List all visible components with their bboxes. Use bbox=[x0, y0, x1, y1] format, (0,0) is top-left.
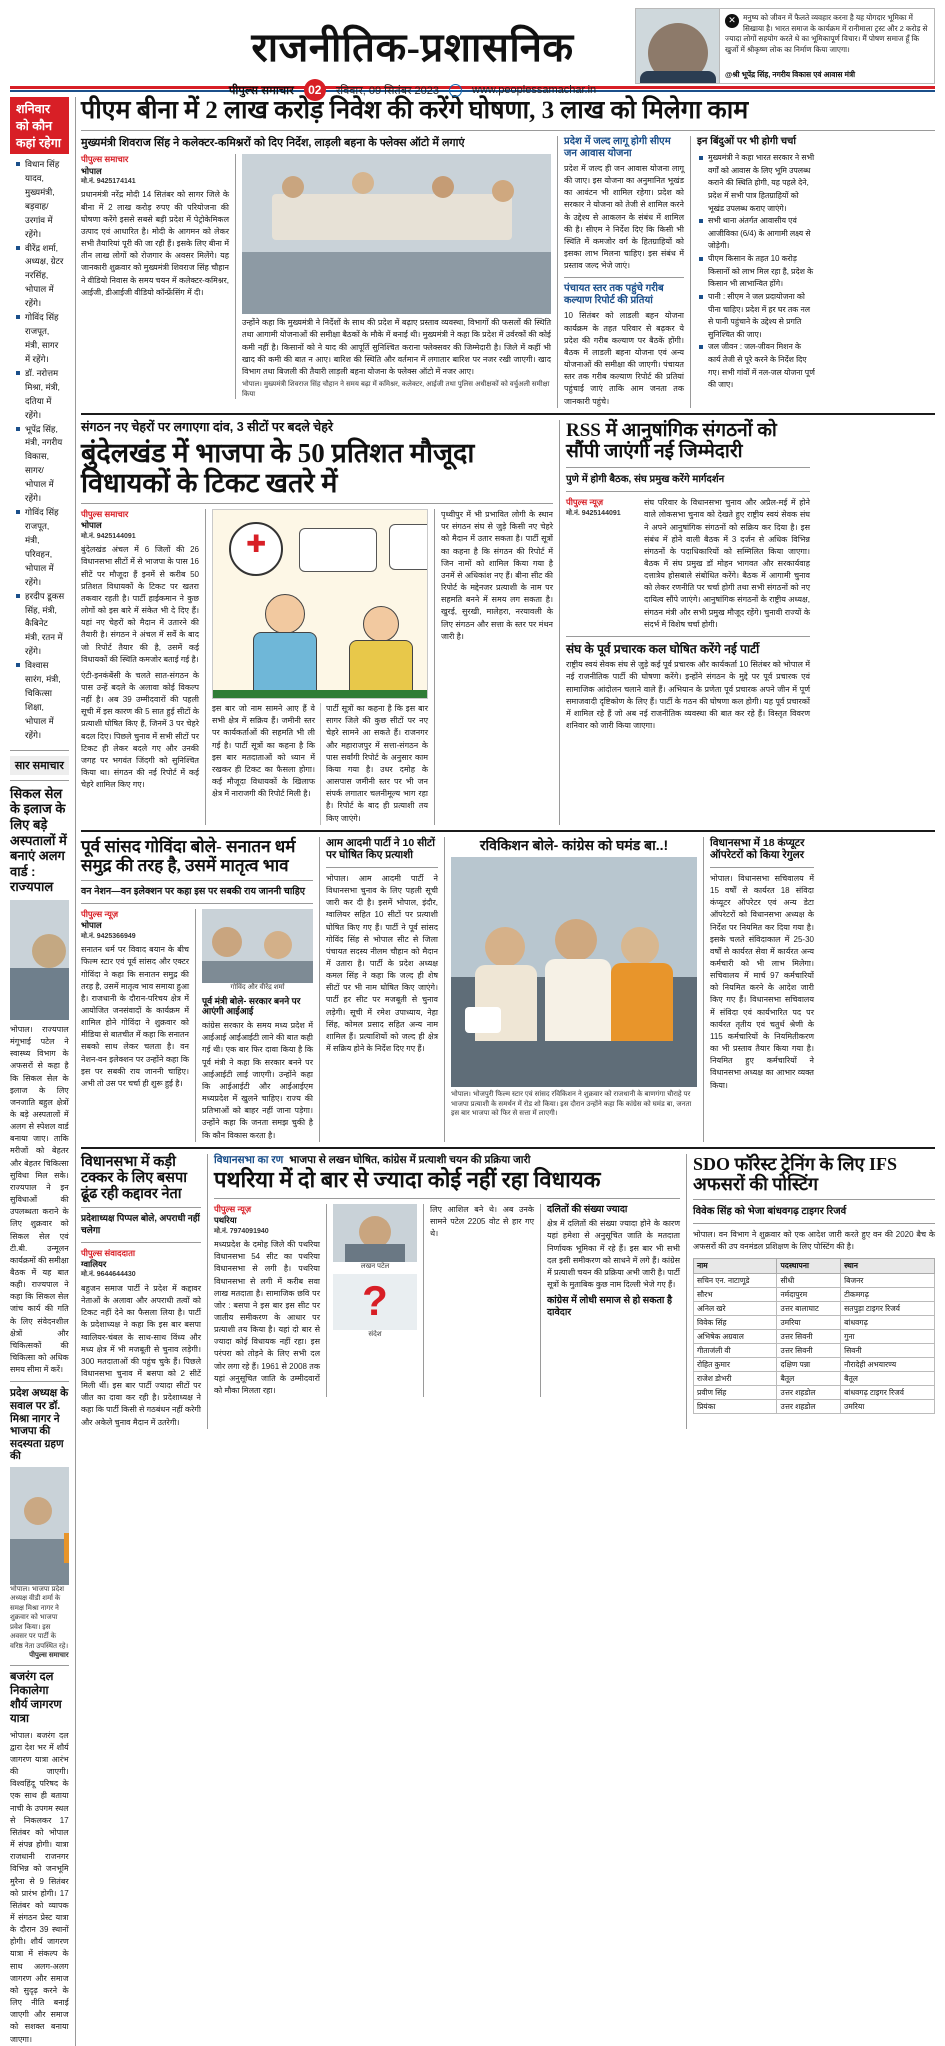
govinda-col-2 bbox=[202, 909, 313, 1142]
table-header-cell: नाम bbox=[694, 1259, 777, 1274]
table-row bbox=[694, 1316, 935, 1330]
story-body-bajrang-dal: भोपाल। बजरंग दल द्वारा देश भर में शौर्य जागरण यात्रा आरंभ की जाएगी। विश्वहिंदू परिषद के एक साथ ही बताया नाची के उपगम स्थल से निकलकर 17 सितंबर को भोपाल में संपन्न होगी। यात्रा राजधानी राजनगर विभिन्न को जनभूमि मुरैना से 9 सितंबर को प्रारंभ होगी। 17 सितंबर को व्यापक में संगठन प्रेस्ट यात्रा के दौरान 39 स्थानों होगी। शौर्य जागरण यात्रा में संकल्प के साथ अलग-अलग जागरण और समाज को सुदृढ़ करने के लिए नीति बनाई जाएगी और समाज को सशक्त बनाया जाएगा। bbox=[10, 1730, 69, 2046]
divider bbox=[214, 1198, 680, 1199]
cell-name: प्रियंका bbox=[694, 1400, 777, 1414]
byline bbox=[81, 154, 229, 177]
divider bbox=[81, 130, 935, 131]
ravikishan-headline: रविकिशन बोले- कांग्रेस को घमंड बा..! bbox=[451, 837, 697, 854]
editorial-cartoon: ✚ bbox=[212, 509, 428, 699]
mid-col-1 bbox=[81, 509, 199, 825]
cell-place: बांधवगढ़ bbox=[841, 1316, 935, 1330]
byline bbox=[81, 509, 199, 532]
list-item: पीएम किसान के तहत 10 करोड़ किसानों को लाभ मिल रहा है, प्रदेश के किसान भी लाभान्वित होंगे। bbox=[699, 253, 815, 291]
cell-place: उमरिया bbox=[841, 1400, 935, 1414]
mid-body-row bbox=[81, 509, 553, 825]
lead-subhead: मुख्यमंत्री शिवराज सिंह ने कलेक्टर-कमिश्नरों को दिए निर्देश, लाड़ली बहना के फ्लेक्स ऑटो में लगाएं bbox=[81, 136, 551, 150]
pathariya-col-3 bbox=[430, 1204, 534, 1397]
bsp-subhead: प्रदेशाध्यक्ष पिप्पल बोले, अपराधी नहीं चलेगा bbox=[81, 1213, 201, 1236]
photo-caption-bjp-membership: भोपाल। भाजपा प्रदेश अध्यक्ष वीडी शर्मा के समक्ष मिश्रा नागर ने शुक्रवार को भाजपा प्रवेश किया। इस अवसर पर पार्टी के वरिष्ठ नेता उपस्थित रहे। bbox=[10, 1585, 69, 1651]
story-body-jan-awas: प्रदेश में जल्द ही जन आवास योजना लागू की जाए। इस योजना का अनुमानित भूखंड का आवंटन भी शामिल रहेगा। प्रदेश को सरकार ने योजना को तेजी से शामिल करने के उद्देश्य से आकलन के संबंध में शामिल की है। सीएम ने निर्देश दिए कि किसी भी स्थिति में कमजोर वर्ग के हितग्राहियों को इसका लाभ मिलना चाहिए। इस संबंध में प्रस्ताव जल्द भेजे जाएं। bbox=[564, 163, 684, 272]
story-headline-bajrang-dal: बजरंग दल निकालेगा शौर्य जागरण यात्रा bbox=[10, 1671, 69, 1726]
list-item: जल जीवन : जल-जीवन मिशन के कार्य तेजी से पूरे करने के निर्देश दिए गए। सभी गांवों में नल-जल योजना पूर्ण की जाए। bbox=[699, 341, 815, 392]
byline-phone: मो.नं. 9425144091 bbox=[81, 532, 199, 541]
table-row bbox=[694, 1330, 935, 1344]
cell-name: रोहित कुमार bbox=[694, 1358, 777, 1372]
byline-city: भोपाल bbox=[81, 920, 102, 930]
lead-body-1: प्रधानमंत्री नरेंद्र मोदी 14 सितंबर को सागर जिले के बीना में 2 लाख करोड़ रुपए की परियोजना की घोषणा करेंगे इससे सबसे बड़ी प्रदेश में पेट्रोकेमिकल उत्पाद एवं आधारित है। मोदी के आगमन को लेकर सभी तैयारियां पूरी की जा रही हैं। इसके लिए बीना में तीन लाख लोगों को रोजगार के अवसर मिलेंगे। यह जानकारी शुक्रवार को मुख्यमंत्री शिवराज सिंह चौहान ने वीडियो निवास के समय चयन में कलेक्टर-कमिश्नर, आईजी, डीआईजी वीडियो कॉन्फ्रेंसिंग में दी। bbox=[81, 189, 229, 298]
byline-city: भोपाल bbox=[81, 520, 102, 530]
table-row bbox=[694, 1400, 935, 1414]
operators-headline: विधानसभा में 18 कंप्यूटर ऑपरेटरों को किया रेगुलर bbox=[710, 837, 814, 862]
byline-brand: पीपुल्स न्यूज़ bbox=[566, 497, 603, 507]
divider bbox=[81, 503, 553, 504]
cell-place: नौरादेही अभयारण्य bbox=[841, 1358, 935, 1372]
byline-brand: पीपुल्स न्यूज़ bbox=[214, 1204, 251, 1214]
table-row bbox=[694, 1344, 935, 1358]
lead-headline: पीएम बीना में 2 लाख करोड़ निवेश की करेंगे घोषणा, 3 लाख को मिलेगा काम bbox=[81, 97, 935, 125]
story-photo-governor bbox=[10, 900, 69, 1020]
lead-body-2: उन्होंने कहा कि मुख्यमंत्री ने निर्देशों के साथ की प्रदेश में बढ़ाए प्रस्ताव व्यवस्था, विभागों की फसलों की स्थिति तथा आगामी योजनाओं की समीक्षा बैठकों के मौके में बनाई थी। मुख्यमंत्री ने कहा कि प्रदेश में उर्वरकों की कोई कमी नहीं है। किसानों को ने याद की आपूर्ति सुनिश्चित कराना फ्लेक्सवर की जिम्मेदारी है। जिले में कहीं भी खाद की कमी की बात न आए। बारिश की स्थिति और वर्तमान में लगातार बारिश पर नजर रखी जाएगी। खाद विभाग तथा बिजली की तैयारी लाड़ली बहना योजना के फ्लेक्स ऑटो में नजर आए। bbox=[242, 317, 551, 378]
sdo-subhead: विवेक सिंह को भेजा बांधवगढ़ टाइगर रिजर्व bbox=[693, 1205, 935, 1218]
list-item: गोविंद सिंह राजपूत, मंत्री, परिवहन, भोपाल में रहेंगे। bbox=[16, 506, 65, 590]
aap-headline: आम आदमी पार्टी ने 10 सीटों पर घोषित किए प्रत्याशी bbox=[326, 837, 438, 862]
table-row bbox=[694, 1386, 935, 1400]
list-item: वीरेंद्र शर्मा, अध्यक्ष, ग्रेटर नरसिंह, भोपाल में रहेंगे। bbox=[16, 242, 65, 312]
posting-table bbox=[693, 1258, 935, 1414]
cell-posting: उमरिया bbox=[777, 1316, 841, 1330]
section-divider bbox=[81, 413, 935, 415]
story-headline-panchayat-report: पंचायत स्तर तक पहुंचे गरीब कल्याण रिपोर्ट की प्रतियां bbox=[564, 283, 684, 307]
cell-name: प्रवीण सिंह bbox=[694, 1386, 777, 1400]
byline-brand: पीपुल्स संवाददाता bbox=[81, 1248, 135, 1258]
pathariya-mid-text: लिए आशिल बने थे। अब उनके सामने पटेल 2205 वोट से हार गए थे। bbox=[430, 1204, 534, 1240]
divider bbox=[10, 780, 69, 781]
rss-subhead: पुणे में होगी बैठक, संघ प्रमुख करेंगे मार्गदर्शन bbox=[566, 473, 810, 486]
pathariya-body: मध्यप्रदेश के दमोह जिले की पथरिया विधानसभा 54 सीट का पथरिया विधानसभा से लगी है। पथरिया विधानसभा से लगी में करीब सवा लाख मतदाता है। सामाजिक छवि पर जोर : बसपा ने इस बार इस सीट पर जातीय समीकरण के आधार पर प्रत्याशी तय किया है। यहां दो बार से ज्यादा कोई विधायक नहीं रहा। इस परंपरा को तोड़ने के लिए सभी दल जोर लगा रहे हैं। 1961 से 2008 तक यहां अनुसूचित जाति के उम्मीदवारों को मौका मिलता रहा। bbox=[214, 1239, 320, 1397]
table-row bbox=[694, 1288, 935, 1302]
cell-name: गीताजंली वी bbox=[694, 1344, 777, 1358]
cell-name: विवेक सिंह bbox=[694, 1316, 777, 1330]
assembly-operators-story bbox=[710, 837, 814, 1142]
cell-place: बैतूल bbox=[841, 1372, 935, 1386]
quote-text bbox=[720, 9, 934, 70]
story-headline-sickle-cell: सिकल सेल के इलाज के लिए बड़े अस्पतालों में बनाएं अलग वार्ड : राज्यपाल bbox=[10, 786, 69, 895]
sdo-headline: SDO फॉरेस्ट ट्रेनिंग के लिए IFS अफसरों की पोस्टिंग bbox=[693, 1154, 935, 1194]
lead-col-2 bbox=[242, 154, 551, 399]
pathariya-col-1 bbox=[214, 1204, 320, 1397]
divider bbox=[10, 1665, 69, 1666]
table-header-cell: स्थान bbox=[841, 1259, 935, 1274]
mid-body-5: पृथ्वीपुर में भी प्रभावित लोगी के स्थान पर संगठन संघ से जुड़े किसी नए चेहरे को मैदान में उतार सकता है। पार्टी सूत्रों का कहना है कि संगठन की रिपोर्ट में जिन नामों को शामिल किया गया है उनमें से अधिकांश नए हैं। बीना सीट की रिपोर्ट के मद्देनजर प्रत्याशी के नाम पर सहमति बनने में समय लग सकता है। खुरई, सुरखी, मालेहरा, नरयावली के लिए संगठन और सत्ता के स्तर पर मंथन जारी है। bbox=[441, 509, 553, 825]
divider bbox=[81, 880, 313, 881]
top-right-column bbox=[697, 136, 819, 408]
masthead bbox=[10, 8, 935, 84]
lead-photo-caption: भोपाल। मुख्यमंत्री शिवराज सिंह चौहान ने समय बढ़ा में कमिश्नर, कलेक्टर, आईजी तथा पुलिस अधीक्षकों को वर्चुअली समीक्षा किया bbox=[242, 380, 551, 399]
story-body-panchayat-report: 10 सितंबर को लाडली बहन योजना कार्यक्रम के तहत परिवार से बढ़कर ये प्रदेश की गरीब कल्याण पर बैठकें होंगी। बैठक में लाडली बहना योजना एवं अन्य योजनाओं की समीक्षा की जाएगी। पंचायत स्तर तक गरीब कल्याण रिपोर्ट की प्रतियां पहुंचाई जाएं ताकि आम जनता तक जानकारी पहुंचे। bbox=[564, 310, 684, 407]
table-row bbox=[694, 1302, 935, 1316]
byline-phone: मो.नं. 9425366949 bbox=[81, 932, 189, 941]
ravikishan-photo bbox=[451, 857, 697, 1087]
rss2-headline: संघ के पूर्व प्रचारक कल घोषित करेंगे नई पार्टी bbox=[566, 642, 810, 656]
cell-posting: उत्तर सिवनी bbox=[777, 1344, 841, 1358]
quote-credit: @श्री भूपेंद्र सिंह, नगरीय विकास एवं आवास मंत्री bbox=[720, 70, 934, 83]
summary-header: सार समाचार bbox=[10, 756, 69, 775]
cell-place: सिवनी bbox=[841, 1344, 935, 1358]
cell-place: बिजनर bbox=[841, 1274, 935, 1288]
govinda-subhead: वन नेशन—वन इलेक्शन पर कहा इस पर सबकी राय जाननी चाहिए bbox=[81, 886, 313, 898]
list-item: गोविंद सिंह राजपूत, मंत्री, सागर में रहेंगे। bbox=[16, 311, 65, 367]
cell-posting: उत्तर बालाघाट bbox=[777, 1302, 841, 1316]
byline-city: ग्वालियर bbox=[81, 1259, 106, 1269]
cell-posting: उत्तर शहडोल bbox=[777, 1400, 841, 1414]
divider bbox=[81, 903, 313, 904]
divider bbox=[81, 1207, 201, 1208]
cell-place: टीकमगढ़ bbox=[841, 1288, 935, 1302]
govinda-photo-caption: गोविंद और वीरेंद्र शर्मा bbox=[202, 983, 313, 992]
ravikishan-caption: भोपाल। भोजपुरी फिल्म स्टार एवं सांसद रविकिशन ने शुक्रवार को राजधानी के बाणगंगा चौराहे पर भाजपा प्रत्याशी के समर्थन में रोड शो किया। इस दौरान उन्होंने कहा कि कांग्रेस को घमंड बा, जनता इस बार भाजपा को फिर से सत्ता में लाएगी। bbox=[451, 1090, 697, 1118]
byline-city: पथरिया bbox=[214, 1215, 237, 1225]
lower-block bbox=[81, 837, 935, 1142]
byline-brand: पीपुल्स न्यूज़ bbox=[81, 909, 118, 919]
masthead-left-spacer bbox=[10, 8, 190, 84]
govinda-photo bbox=[202, 909, 313, 983]
mid-body-3: इस बार जो नाम सामने आए हैं वे सभी क्षेत्र में सक्रिय हैं। जमीनी स्तर पर कार्यकर्ताओं की सहमति भी ली गई है। पार्टी सूत्रों का कहना है कि इस बार मतदाताओं को ध्यान में रखकर ही टिकट का फैसला होगा। कई मौजूदा विधायकों के खिलाफ क्षेत्र में नाराजगी की रिपोर्ट मिली है। bbox=[212, 703, 320, 825]
divider bbox=[693, 1223, 935, 1224]
page-body bbox=[10, 97, 935, 2046]
placeholder-photo-caption: संदेश bbox=[333, 1330, 417, 1339]
divider bbox=[566, 491, 810, 492]
masthead-center bbox=[190, 8, 635, 84]
bsp-story bbox=[81, 1154, 201, 1429]
divider bbox=[10, 750, 69, 751]
table-row bbox=[694, 1358, 935, 1372]
govinda-side-body: कांग्रेस सरकार के समय मध्य प्रदेश में आईआई आईआईटी लाने की बात कही गई थी। एक बार फिर दावा किया है कि पूर्व मंत्री ने कहा कि सरकार बनने पर आईआईटी लाई जाएगी। उन्होंने कहा कि आईआईटी और आईआईएम मध्यप्रदेश में खुलने चाहिए। राज्य की प्रतिभाओं को बाहर नहीं जाना पड़ेगा। उन्होंने कहा कि जनता समझ चुकी है कि कौन विकास करता है। bbox=[202, 1020, 313, 1142]
list-item: पानी : सीएम ने जल प्रदायोजना को पीना चाहिए। प्रदेश में हर घर तक नल से पानी पहुंचाने के उद्देश्य से प्रगति सुनिश्चित की जाए। bbox=[699, 291, 815, 342]
divider bbox=[10, 1381, 69, 1382]
byline-brand: पीपुल्स समाचार bbox=[81, 509, 128, 519]
bundelkhand-story bbox=[81, 420, 553, 825]
divider bbox=[564, 277, 684, 278]
mid-body-4: पार्टी सूत्रों का कहना है कि इस बार सागर जिले की कुछ सीटों पर नए चेहरे सामने आ सकते हैं। राजनगर और महाराजपुर में सत्ता-संगठन के पास सर्वांगी रिपोर्ट के अनुसार काम किया गया है। उधर दमोह के आसपास जमीनी स्तर पर भी जन संपर्क लगातार चलनीमूल्य भाग रहा है। रिपोर्ट के बाद ही प्रत्याशी तय किए जाएंगे। bbox=[320, 703, 428, 825]
left-column bbox=[10, 97, 69, 2046]
bottom-block bbox=[81, 1154, 935, 1429]
pathariya-col-text: क्षेत्र में दलितों की संख्या ज्यादा होने के कारण यहां हमेशा से अनुसूचित जाति के मतदाता निर्णायक भूमिका में रहे हैं। इस बार भी सभी दल इसी समीकरण को साधने में लगे हैं। कांग्रेस में प्रत्याशी चयन की प्रक्रिया अभी जारी है। पार्टी सूत्रों के मुताबिक कुछ नाम दिल्ली भेजे गए हैं। bbox=[547, 1218, 680, 1291]
table-row bbox=[694, 1274, 935, 1288]
cell-posting: नर्मदापुरम bbox=[777, 1288, 841, 1302]
pathariya-kicker2: भाजपा से लखन घोषित, कांग्रेस में प्रत्याशी चयन की प्रक्रिया जारी bbox=[289, 1154, 530, 1167]
cell-name: सौरभ bbox=[694, 1288, 777, 1302]
byline-phone: मो.नं. 7974091940 bbox=[214, 1227, 320, 1236]
points-list bbox=[697, 148, 819, 394]
photo-credit: पीपुल्स समाचार bbox=[10, 1651, 69, 1660]
rss-headline: RSS में आनुषांगिक संगठनों को सौंपी जाएंगी नई जिम्मेदारी bbox=[566, 420, 810, 463]
main-column bbox=[81, 97, 935, 2046]
page-number-badge: 02 bbox=[304, 79, 326, 101]
divider bbox=[566, 467, 810, 468]
divider bbox=[710, 867, 814, 868]
pathariya-col-4 bbox=[547, 1204, 680, 1397]
globe-icon bbox=[449, 84, 462, 97]
pathariya-col-head: दलितों की संख्या ज्यादा bbox=[547, 1204, 680, 1215]
bsp-headline: विधानसभा में कड़ी टक्कर के लिए बसपा ढूंढ रही कद्दावर नेता bbox=[81, 1154, 201, 1203]
story-headline-bjp-membership: प्रदेश अध्यक्ष के सवाल पर डॉ. मिश्रा नागर ने भाजपा की सदस्यता ग्रहण की bbox=[10, 1387, 69, 1463]
divider bbox=[326, 867, 438, 868]
byline-phone: मो.नं. 9425144091 bbox=[566, 509, 644, 518]
govinda-story bbox=[81, 837, 313, 1142]
placeholder-question-photo: ? bbox=[333, 1274, 417, 1330]
rss-column bbox=[566, 420, 810, 825]
list-item: मुख्यमंत्री ने कहा भारत सरकार ने सभी वर्गों को आवास के लिए भूमि उपलब्ध कराने की स्थिति होगी, यह पहले देने, प्रदेश में सभी पात्र हितग्राहियों को भूखंड उपलब्ध कराए जाएंगे। bbox=[699, 152, 815, 215]
govinda-body: सनातन धर्म पर विवाद बयान के बीच फिल्म स्टार एवं पूर्व सांसद और एक्टर गोविंदा ने कहा कि सनातन समुद्र की तरह है, उसमें मातृत्व भाव समाया हुआ है। राजधानी के दौरान-परिचय क्षेत्र में आयोजित जनसंवादों के कार्यक्रम में शामिल होने गोविंदा ने शुक्रवार को मीडिया से बातचीत में कहा कि सनातन सबको साथ लेकर चलता है। वन नेशन-वन इलेक्शन पर उन्होंने कहा कि इस पर सबकी राय जाननी चाहिए। अभी तो उस पर चर्चा ही शुरू हुई है। bbox=[81, 944, 189, 1090]
mid-col-2 bbox=[212, 509, 428, 825]
cell-posting: उत्तर शहडोल bbox=[777, 1386, 841, 1400]
cell-place: गुना bbox=[841, 1330, 935, 1344]
byline-phone: मो.नं. 9425174141 bbox=[81, 177, 229, 186]
points-headline: इन बिंदुओं पर भी होगी चर्चा bbox=[697, 136, 819, 148]
list-item: डॉ. नरोत्तम मिश्रा, मंत्री, दतिया में रहेंगे। bbox=[16, 367, 65, 423]
list-item: विश्वास सारंग, मंत्री, चिकित्सा शिक्षा, भोपाल में रहेंगे। bbox=[16, 659, 65, 743]
pathariya-photo-col bbox=[333, 1204, 417, 1397]
x-logo-icon: ✕ bbox=[725, 14, 739, 28]
candidate-photo-caption: लखन पटेल bbox=[333, 1262, 417, 1271]
mid-body-2: एंटी-इनकंबेंसी के चलते सात-संगठन के पास उन्हें बदले के अलावा कोई विकल्प नहीं है। अब 39 उम्मीदवारों की पहली सूची में इस कारण की 5 सात हुई सीटों के प्रत्याशी घोषित किए हैं, जिनमें 3 पर चेहरे बदल दिए। पिछले चुनाव में सभी सीटों पर टिकट ही लेकर बदले गए और उनकी जगह पर भगवंत जिंदगी को सुनिश्चित किया था। संगठन की नई रिपोर्ट में कई चेहरे शामिल किए गए। bbox=[81, 670, 199, 792]
quote-box bbox=[635, 8, 935, 84]
sdo-body: भोपाल। वन विभाग ने शुक्रवार को एक आदेश जारी करते हुए वन की 2020 बैच के अफसरों की उप वनमंडल प्रशिक्षण के लिए पोस्टिंग की है। bbox=[693, 1229, 935, 1253]
cell-name: अभिषेक अग्रवाल bbox=[694, 1330, 777, 1344]
aap-body: भोपाल। आम आदमी पार्टी ने विधानसभा चुनाव के लिए पहली सूची जारी कर दी है। इसमें भोपाल, इंदौर, ग्वालियर सहित 10 सीटों पर प्रत्याशी घोषित किए गए हैं। पार्टी ने पूर्व सांसद गोविंद सिंह से भोपाल सीट से जिला पंचायत सदस्य नीलम चौहान को मैदान में उतारा है। पार्टी के प्रदेश अध्यक्ष कमल सिंह ने कहा कि जल्द ही शेष सीटों पर भी नाम घोषित किए जाएंगे। पार्टी हर सीट पर मजबूती से चुनाव लड़ेगी। सूची में रमेश उपाध्याय, नेहा सिंह, कोमल प्रसाद सहित अन्य नाम शामिल हैं। प्रत्याशियों को जल्द ही क्षेत्र में सक्रिय होने के निर्देश दिए गए हैं। bbox=[326, 873, 438, 1055]
list-item: हरदीप डूकस सिंह, मंत्री, कैबिनेट मंत्री, रतन में रहेंगे। bbox=[16, 590, 65, 660]
quote-portrait-photo bbox=[636, 9, 720, 83]
cell-posting: दक्षिण पन्ना bbox=[777, 1358, 841, 1372]
sdo-forest-story bbox=[693, 1154, 935, 1429]
byline-city: भोपाल bbox=[81, 166, 102, 176]
band-headline: संगठन नए चेहरों पर लगाएगा दांव, 3 सीटों पर बदले चेहरे bbox=[81, 420, 553, 435]
divider bbox=[566, 636, 810, 637]
rss-body: संघ परिवार के विधानसभा चुनाव और अप्रैल-मई में होने वाले लोकसभा चुनाव को देखते हुए राष्ट्रीय स्वयं सेवक संघ ने अपने आनुषांगिक संगठनों को सक्रिय कर दिया है। इस संबंध में होने वाली बैठक में 3 दर्जन से अधिक विभिन्न संगठनों के पदाधिकारियों को सम्मिलित किया जाएगा। बैठक में संघ प्रमुख डॉ मोहन भागवत और सरकार्यवाह दत्तात्रेय होसबाले संबोधित करेंगे। बैठक में आगामी चुनाव को लेकर रणनीति पर चर्चा होगी तथा सभी संगठनों को नए दायित्व सौंपे जाएंगे। आनुषांगिक संगठनों के राष्ट्रीय अध्यक्ष, संगठन मंत्री और सभी प्रमुख मौजूद रहेंगे। चुनावी राज्यों के संदर्भ में विशेष चर्चा होगी। bbox=[644, 497, 810, 631]
byline-brand: पीपुल्स समाचार bbox=[81, 154, 128, 164]
story-body-sickle-cell: भोपाल। राज्यपाल मंगूभाई पटेल ने स्वास्थ्य विभाग के अफसरों से कहा है कि सिकल सेल के इलाज के लिए जनजाति बहुल क्षेत्रों के बड़े अस्पतालों में अलग से स्पेशल वार्ड बनाया जाए। ताकि मरीजों को बेहतर और बेहतर चिकित्सा सुविधा मिल सके। राज्यपाल ने इन सुविधाओं की उपलब्धता कराने के लिए शुक्रवार को सिकल सेल एवं टी.बी. उन्मूलन कार्यक्रमों की समीक्षा बैठक में यह बात कही। राज्यपाल ने कहा कि सिकल सेल जांच कार्य की गति के लिए संवेदनशील क्षेत्रों और चिकित्सकों की चिकित्सा को अधिक समय सीमा में करें। bbox=[10, 1024, 69, 1377]
story-headline-jan-awas: प्रदेश में जल्द लागू होगी सीएम जन आवास योजना bbox=[564, 136, 684, 160]
website-url[interactable]: www.peoplessamachar.in bbox=[472, 84, 596, 96]
divider bbox=[81, 1242, 201, 1243]
lead-left bbox=[81, 136, 551, 408]
schedule-list bbox=[10, 154, 69, 745]
list-item: विधान सिंह यादव, मुख्यमंत्री, बड़वाह/ उरगांव में रहेंगे। bbox=[16, 158, 65, 242]
pathariya-kicker: विधानसभा का रण bbox=[214, 1154, 283, 1167]
middle-block bbox=[81, 420, 935, 825]
rss-byline-col bbox=[566, 497, 644, 631]
cell-name: राजेश डोभरी bbox=[694, 1372, 777, 1386]
cell-posting: बैतूल bbox=[777, 1372, 841, 1386]
aap-story bbox=[326, 837, 438, 1142]
cell-name: अनिल खरे bbox=[694, 1302, 777, 1316]
candidate-photo bbox=[333, 1204, 417, 1262]
cell-posting: सीधी bbox=[777, 1274, 841, 1288]
list-item: भूपेंद्र सिंह, मंत्री, नगरीय विकास, सागर/भोपाल में रहेंगे। bbox=[16, 423, 65, 507]
brand-label: पीपुल्स समाचार bbox=[229, 83, 294, 98]
rss2-body: राष्ट्रीय स्वयं सेवक संघ से जुड़े कई पूर्व प्रचारक और कार्यकर्ता 10 सितंबर को भोपाल में नई राजनीतिक पार्टी की घोषणा करेंगे। इन्होंने संगठन के मुद्दे पर पूर्व प्रचारक एवं सामाजिक आंदोलन चलाने वाले हैं। अभियान के प्रणेता पूर्व प्रचारक अपने जीन में पूर्ण समाजवादी दृष्टिकोण के लिए हैं। पार्टी के गठन की घोषणा कल होगी। यह पूर्व प्रचारकों में शामिल रहे हैं जो अब नई राजनीतिक व्यवस्था की बात कर रहे हैं। विस्तृत विवरण शनिवार को जारी किया जाएगा। bbox=[566, 659, 810, 732]
section-divider bbox=[81, 1147, 935, 1149]
cell-place: सतपुड़ा टाइगर रिजर्व bbox=[841, 1302, 935, 1316]
lead-story-row bbox=[81, 136, 935, 408]
cell-posting: उत्तर सिवनी bbox=[777, 1330, 841, 1344]
ravikishan-story bbox=[451, 837, 697, 1142]
top-mid-column bbox=[564, 136, 684, 408]
table-header-cell: पदस्थापना bbox=[777, 1259, 841, 1274]
pathariya-headline: पथरिया में दो बार से ज्यादा कोई नहीं रहा विधायक bbox=[214, 1168, 680, 1193]
schedule-header: शनिवार को कौन कहां रहेगा bbox=[10, 97, 69, 154]
byline-phone: मो.नं. 9644644430 bbox=[81, 1270, 201, 1279]
table-header-row bbox=[694, 1259, 935, 1274]
pathariya-story bbox=[214, 1154, 680, 1429]
mid-headline: बुंदेलखंड में भाजपा के 50 प्रतिशत मौजूदा विधायकों के टिकट खतरे में bbox=[81, 438, 553, 498]
govinda-headline: पूर्व सांसद गोविंदा बोले- सनातन धर्म समुद्र की तरह है, उसमें मातृत्व भाव bbox=[81, 837, 313, 875]
govinda-col-1 bbox=[81, 909, 189, 1142]
govinda-side-headline: पूर्व मंत्री बोले- सरकार बनने पर आएंगी आईआई bbox=[202, 996, 313, 1018]
mid-body-1: बुंदेलखंड अंचल में 6 जिलों की 26 विधानसभा सीटों में से भाजपा के पास 16 सीटें पर मौजूदा हैं इनमें से करीब 50 प्रतिशत विधायकों के टिकट पर खतरा तकवार रहती है। पार्टी हाईकमान ने कुछ लोगों को इस बारे में संकेत भी दे दिए हैं। यहां नए चेहरों को मैदान में उतारने की तैयारी है। संगठन ने अंचल में सर्वे के बाद जो रिपोर्ट तैयार की है, उसमें कई विधायकों की स्थिति कमजोर बताई गई है। bbox=[81, 544, 199, 666]
publication-date: रविवार, 09 सितंबर 2023 bbox=[336, 83, 439, 98]
operators-body: भोपाल। विधानसभा सचिवालय में 15 वर्षों से कार्यरत 18 संविदा कंप्यूटर ऑपरेटर एवं अन्य डेटा ऑपरेटरों को विधानसभा अध्यक्ष के निर्देश पर नियमित कर दिया गया है। इसके चलते संविदाकाल में 25-30 वर्षों से कार्यरत सेवा में कार्यरत अन्य कर्मचारी को भी लाभ मिलेगा। सचिवालय में मार्च 97 कर्मचारियों को नियमित करने के आदेश जारी किए गए हैं। विधानसभा सचिवालय में संविदा एवं कार्यभारित पद पर कार्यरत तृतीय एवं चतुर्थ श्रेणी के 115 कर्मचारियों के नियमितीकरण का भी प्रस्ताव तैयार किया गया है। नियमित हुए कर्मचारियों ने विधानसभा अध्यक्ष का आभार व्यक्त किया। bbox=[710, 873, 814, 1092]
section-divider bbox=[81, 830, 935, 832]
quote-body: मनुष्य को जीवन में फैलते व्यवहार करना है यह योगदार भूमिका में सिखाया है। भारत समाज के कार्यक्रम में रानीमाला ट्रस्ट और 2 करोड़ से ज्यादा लोगों सहयोग करते थे का भूमिकापूर्ण विचार। मैं पोषण समाज हूँ कि खुर्जो में श्रीकृष्ण लोक का निर्माण किया जाएगा। bbox=[725, 13, 927, 54]
page-title: राजनीतिक-प्रशासनिक bbox=[190, 18, 635, 73]
cell-place: बांधवगढ़ टाइगर रिजर्व bbox=[841, 1386, 935, 1400]
bsp-body: बहुजन समाज पार्टी ने प्रदेश में कद्दावर नेताओं के अलावा और अपराधी तत्वों को टिकट नहीं देने का फैसला लिया है। पार्टी के प्रदेशाध्यक्ष ने कहा कि इस बार बसपा ग्वालियर-चंबल के साथ-साथ विंध्य और मध्य क्षेत्र में भी मजबूती से चुनाव लड़ेगी। 300 मतदाताओं की पहुंच चुके हैं। पिछले विधानसभा चुनाव में बसपा को 2 सीटें मिली थीं। इस बार पार्टी ज्यादा सीटों पर जीत का दावा कर रही है। प्रदेशाध्यक्ष ने कहा कि पार्टी किसी से गठबंधन नहीं करेगी और अकेले चुनाव मैदान में उतरेगी। bbox=[81, 1283, 201, 1429]
cell-name: सचिन एन. नाटाणूडे bbox=[694, 1274, 777, 1288]
lead-col-1 bbox=[81, 154, 229, 399]
list-item: सभी थाना अंतर्गत आवासीय एवं आजीविका (6/4) के आगामी लक्ष्य से जोड़ेगी। bbox=[699, 215, 815, 253]
story-photo-bjp-membership bbox=[10, 1467, 69, 1585]
pathariya-col2-head: कांग्रेस में लोधी समाज से हो सकता है दावेदार bbox=[547, 1295, 680, 1318]
table-row bbox=[694, 1372, 935, 1386]
divider bbox=[693, 1199, 935, 1200]
lead-photo-cm-meeting bbox=[242, 154, 551, 314]
